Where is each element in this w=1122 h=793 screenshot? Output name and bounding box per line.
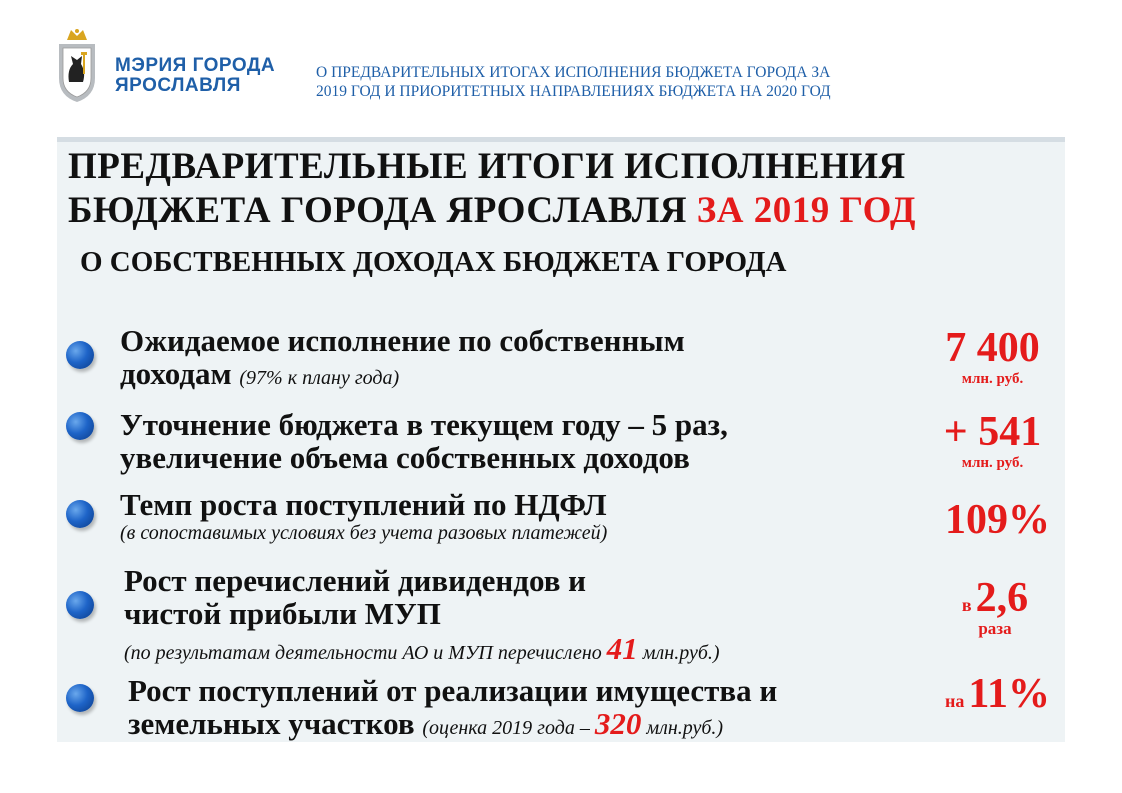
item-expected-execution: Ожидаемое исполнение по собственным доходам (97% к плану года) <box>120 323 685 391</box>
bullet-icon <box>66 500 94 528</box>
item-property-sales: Рост поступлений от реализации имущества и земельных участков (оценка 2019 года – 320 млн.руб.) <box>128 673 778 741</box>
item-dividends: Рост перечислений дивидендов и чистой прибыли МУП (по результатам деятельности АО и МУП перечислено 41 млн.руб.) <box>124 563 720 666</box>
bullet-icon <box>66 591 94 619</box>
value-budget-refinement: + 541 млн. руб. <box>943 409 1042 471</box>
bullet-icon <box>66 341 94 369</box>
value-property-sales: на 11% <box>944 671 1051 717</box>
item-budget-refinement: Уточнение бюджета в текущем году – 5 раз, увеличение объема собственных доходов <box>120 407 728 475</box>
bullet-icon <box>66 684 94 712</box>
item-ndfl-growth: Темп роста поступлений по НДФЛ (в сопоставимых условиях без учета разовых платежей) <box>120 487 608 544</box>
value-ndfl-growth: 109% <box>945 497 1050 543</box>
value-dividends: в 2,6 раза <box>961 575 1029 638</box>
city-coat-of-arms-logo <box>55 26 99 104</box>
slide-title: ПРЕДВАРИТЕЛЬНЫЕ ИТОГИ ИСПОЛНЕНИЯ БЮДЖЕТА ГОРОДА ЯРОСЛАВЛЯ ЗА 2019 ГОД <box>68 146 917 231</box>
document-title: О ПРЕДВАРИТЕЛЬНЫХ ИТОГАХ ИСПОЛНЕНИЯ БЮДЖЕТА ГОРОДА ЗА 2019 ГОД И ПРИОРИТЕТНЫХ НАПРАВЛЕНИЯХ БЮДЖЕТА НА 2020 ГОД <box>316 64 831 100</box>
organization-name: МЭРИЯ ГОРОДА ЯРОСЛАВЛЯ <box>115 55 276 96</box>
slide-subtitle: О СОБСТВЕННЫХ ДОХОДАХ БЮДЖЕТА ГОРОДА <box>80 246 787 278</box>
bullet-icon <box>66 412 94 440</box>
value-expected-execution: 7 400 млн. руб. <box>945 325 1040 387</box>
